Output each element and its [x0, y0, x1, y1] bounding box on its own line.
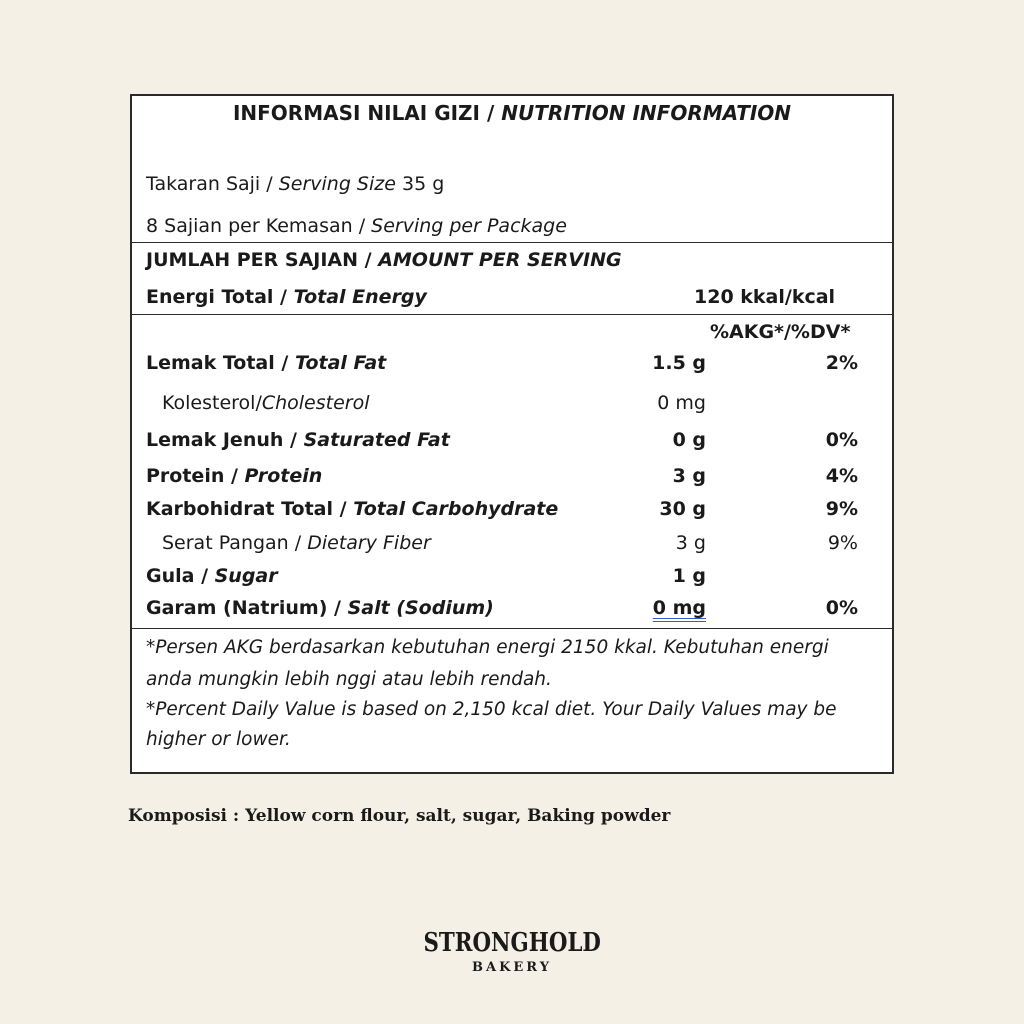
footnote-en-line1: *Percent Daily Value is based on 2,150 kcal diet. Your Daily Values may be [146, 699, 837, 720]
nutrient-name-en: Cholesterol [261, 392, 370, 414]
servings-per-package-en: Serving per Package [371, 215, 567, 237]
nutrient-name-id: Lemak Total / [146, 352, 295, 374]
nutrient-name [146, 565, 278, 587]
nutrient-amount: 1 g [672, 565, 706, 587]
nutrient-name [162, 392, 370, 414]
divider [132, 314, 892, 315]
nutrient-name-en: Protein [244, 465, 323, 487]
nutrient-dv: 2% [825, 352, 858, 374]
serving-size [146, 173, 444, 195]
nutrient-name-en: Sugar [214, 565, 278, 587]
nutrient-amount: 3 g [675, 532, 706, 554]
brand-subtitle: BAKERY [472, 960, 552, 975]
servings-per-package [146, 215, 567, 237]
nutrient-amount: 1.5 g [652, 352, 706, 374]
energy-en: Total Energy [293, 286, 427, 308]
serving-size-id: Takaran Saji / [146, 173, 279, 195]
amount-header [146, 249, 622, 271]
energy-label [146, 286, 427, 308]
nutrient-name [146, 597, 494, 619]
title-en: NUTRITION INFORMATION [501, 101, 792, 125]
composition-text: Komposisi : Yellow corn flour, salt, sugar, Baking powder [128, 806, 671, 826]
nutrient-name-en: Dietary Fiber [307, 532, 431, 554]
nutrient-name-en: Saturated Fat [303, 429, 450, 451]
amount-header-en: AMOUNT PER SERVING [378, 249, 622, 271]
nutrient-dv: 0% [825, 597, 858, 619]
nutrient-name-id: Kolesterol/ [162, 392, 262, 414]
energy-value: 120 kkal/kcal [694, 286, 836, 308]
title-id: INFORMASI NILAI GIZI / [232, 101, 502, 125]
nutrient-name-id: Garam (Natrium) / [146, 597, 348, 619]
nutrient-amount: 3 g [672, 465, 706, 487]
nutrient-name [162, 532, 431, 554]
nutrient-dv: 0% [825, 429, 858, 451]
nutrient-amount: 0 mg [652, 597, 706, 619]
nutrient-name-en: Total Carbohydrate [353, 498, 559, 520]
footnote-id-line1: *Persen AKG berdasarkan kebutuhan energi 2150 kkal. Kebutuhan energi [146, 637, 829, 658]
label-title [132, 102, 892, 124]
nutrient-name-en: Salt (Sodium) [347, 597, 494, 619]
energy-id: Energi Total / [146, 286, 294, 308]
nutrient-name [146, 352, 386, 374]
nutrient-name [146, 498, 558, 520]
nutrient-amount: 0 g [672, 429, 706, 451]
nutrient-dv: 9% [827, 532, 858, 554]
serving-size-value: 35 g [395, 173, 445, 195]
nutrient-name-id: Serat Pangan / [162, 532, 308, 554]
nutrient-dv: 4% [825, 465, 858, 487]
divider [132, 242, 892, 243]
footnote-en-line2: higher or lower. [146, 729, 291, 750]
nutrient-amount: 0 mg [657, 392, 706, 414]
footnote-id-line2: anda mungkin lebih nggi atau lebih rendah. [146, 669, 552, 690]
brand-logo [0, 928, 1024, 976]
brand-name: STRONGHOLD [423, 928, 601, 958]
nutrient-name-id: Protein / [146, 465, 245, 487]
nutrient-name-id: Gula / [146, 565, 215, 587]
divider [132, 628, 892, 629]
amount-header-id: JUMLAH PER SAJIAN / [146, 249, 379, 271]
nutrient-name-id: Karbohidrat Total / [146, 498, 354, 520]
serving-size-en: Serving Size [278, 173, 396, 195]
nutrient-name [146, 465, 322, 487]
nutrient-name-en: Total Fat [294, 352, 387, 374]
nutrient-dv: 9% [825, 498, 858, 520]
nutrition-label [130, 94, 894, 774]
dv-header: %AKG*/%DV* [710, 321, 851, 343]
nutrient-name-id: Lemak Jenuh / [146, 429, 304, 451]
nutrient-name [146, 429, 450, 451]
nutrient-amount: 30 g [659, 498, 706, 520]
servings-per-package-id: 8 Sajian per Kemasan / [146, 215, 372, 237]
